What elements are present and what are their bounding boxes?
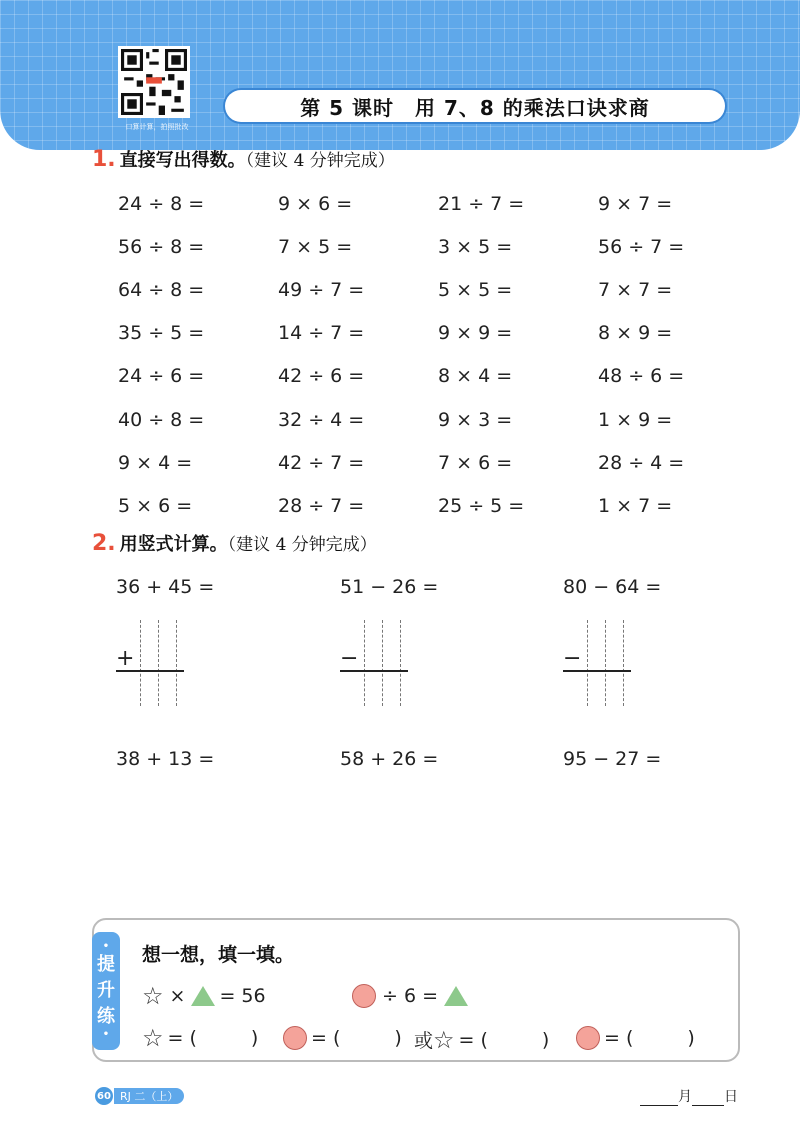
qr-code-icon bbox=[121, 49, 187, 115]
table-row bbox=[118, 312, 758, 355]
problem: 28 ÷ 7 = bbox=[278, 494, 365, 517]
table-row bbox=[118, 268, 758, 311]
section1-heading bbox=[92, 146, 395, 172]
answer-close: ) bbox=[250, 1027, 259, 1049]
month-label: 月 bbox=[678, 1089, 692, 1105]
problem: 1 × 7 = bbox=[598, 494, 673, 517]
problem: 56 ÷ 8 = bbox=[118, 235, 205, 258]
problem: 9 × 6 = bbox=[278, 192, 353, 215]
problem: 49 ÷ 7 = bbox=[278, 278, 365, 301]
section1-number: 1. bbox=[92, 147, 116, 172]
equation-result: = 56 bbox=[219, 985, 266, 1007]
practice-tab: • 提 升 练 • bbox=[92, 932, 120, 1050]
plus-sign: + bbox=[116, 646, 135, 671]
table-row bbox=[118, 182, 758, 225]
vertical-problem: 95 − 27 = bbox=[563, 748, 662, 770]
equation-star-triangle bbox=[142, 984, 266, 1008]
circle-icon bbox=[352, 984, 376, 1008]
problem: 24 ÷ 6 = bbox=[118, 365, 205, 388]
problem: 9 × 4 = bbox=[118, 451, 193, 474]
vertical-calc-frame[interactable] bbox=[116, 620, 186, 706]
minus-sign: − bbox=[340, 646, 359, 671]
table-row bbox=[118, 441, 758, 484]
answer-open: = ( bbox=[604, 1027, 634, 1049]
problem: 56 ÷ 7 = bbox=[598, 235, 685, 258]
practice-title: 想一想，填一填。 bbox=[142, 944, 295, 966]
section2-hint: （建议 4 分钟完成） bbox=[227, 535, 377, 555]
equation-circle-triangle bbox=[352, 984, 468, 1008]
problem: 42 ÷ 7 = bbox=[278, 451, 365, 474]
grade-label: RJ 二（上） bbox=[114, 1088, 184, 1104]
day-label: 日 bbox=[724, 1089, 738, 1105]
problem: 8 × 9 = bbox=[598, 322, 673, 345]
qr-code[interactable] bbox=[118, 46, 190, 118]
problem: 5 × 5 = bbox=[438, 278, 513, 301]
times-sign: × bbox=[169, 985, 186, 1007]
answer-star-1[interactable] bbox=[142, 1026, 258, 1050]
section1-hint: （建议 4 分钟完成） bbox=[245, 151, 395, 171]
vertical-problem: 80 − 64 = bbox=[563, 576, 662, 598]
minus-sign: − bbox=[563, 646, 582, 671]
divide-expression: ÷ 6 = bbox=[382, 985, 439, 1007]
vertical-problem: 36 + 45 = bbox=[116, 576, 215, 598]
problem: 8 × 4 = bbox=[438, 365, 513, 388]
date-field[interactable] bbox=[640, 1086, 738, 1106]
table-row bbox=[118, 355, 758, 398]
table-row bbox=[118, 225, 758, 268]
circle-icon bbox=[283, 1026, 307, 1050]
circle-icon bbox=[576, 1026, 600, 1050]
vertical-calc-frame[interactable] bbox=[563, 620, 633, 706]
table-row bbox=[118, 398, 758, 441]
lesson-title: 第 5 课时 用 7、8 的乘法口诀求商 bbox=[225, 90, 725, 122]
problem: 14 ÷ 7 = bbox=[278, 322, 365, 345]
section1-title: 直接写出得数。 bbox=[119, 150, 246, 171]
problem: 9 × 7 = bbox=[598, 192, 673, 215]
table-row bbox=[118, 484, 758, 527]
answer-open: = ( bbox=[311, 1027, 341, 1049]
vertical-problem: 58 + 26 = bbox=[340, 748, 439, 770]
problem: 7 × 6 = bbox=[438, 451, 513, 474]
day-blank[interactable] bbox=[692, 1091, 724, 1106]
vertical-problem: 51 − 26 = bbox=[340, 576, 439, 598]
problem: 1 × 9 = bbox=[598, 408, 673, 431]
page-number: 60 bbox=[95, 1087, 113, 1105]
answer-close: ) bbox=[394, 1027, 402, 1049]
star-icon: ☆ bbox=[433, 1025, 455, 1054]
answer-open: = ( bbox=[167, 1027, 197, 1049]
oral-calc-grid bbox=[118, 182, 758, 528]
answer-circle-1[interactable] bbox=[283, 1026, 402, 1050]
answer-star-2[interactable] bbox=[414, 1026, 549, 1053]
problem: 24 ÷ 8 = bbox=[118, 192, 205, 215]
triangle-icon bbox=[444, 986, 468, 1006]
section2-number: 2. bbox=[92, 531, 116, 556]
problem: 42 ÷ 6 = bbox=[278, 365, 365, 388]
answer-open: = ( bbox=[458, 1028, 488, 1051]
month-blank[interactable] bbox=[640, 1091, 678, 1106]
problem: 35 ÷ 5 = bbox=[118, 322, 205, 345]
problem: 9 × 3 = bbox=[438, 408, 513, 431]
vertical-calc-frame[interactable] bbox=[340, 620, 410, 706]
problem: 48 ÷ 6 = bbox=[598, 365, 685, 388]
section2-title: 用竖式计算。 bbox=[119, 534, 228, 555]
or-label: 或 bbox=[414, 1030, 434, 1052]
problem: 28 ÷ 4 = bbox=[598, 451, 685, 474]
tab-char: 升 bbox=[97, 980, 115, 1001]
tab-char: 提 bbox=[97, 954, 115, 975]
problem: 40 ÷ 8 = bbox=[118, 408, 205, 431]
answer-close: ) bbox=[541, 1028, 550, 1051]
problem: 7 × 7 = bbox=[598, 278, 673, 301]
vertical-problem: 38 + 13 = bbox=[116, 748, 215, 770]
answer-circle-2[interactable] bbox=[576, 1026, 695, 1050]
problem: 32 ÷ 4 = bbox=[278, 408, 365, 431]
section2-heading bbox=[92, 530, 377, 556]
star-icon: ☆ bbox=[142, 982, 164, 1010]
qr-caption: 口算计算，拍照批改 bbox=[125, 123, 189, 131]
problem: 7 × 5 = bbox=[278, 235, 353, 258]
problem: 25 ÷ 5 = bbox=[438, 494, 525, 517]
answer-close: ) bbox=[687, 1027, 695, 1049]
problem: 64 ÷ 8 = bbox=[118, 278, 205, 301]
triangle-icon bbox=[191, 986, 215, 1006]
problem: 5 × 6 = bbox=[118, 494, 193, 517]
tab-char: 练 bbox=[97, 1006, 115, 1027]
problem: 21 ÷ 7 = bbox=[438, 192, 525, 215]
star-icon: ☆ bbox=[142, 1024, 164, 1052]
problem: 3 × 5 = bbox=[438, 235, 513, 258]
problem: 9 × 9 = bbox=[438, 322, 513, 345]
